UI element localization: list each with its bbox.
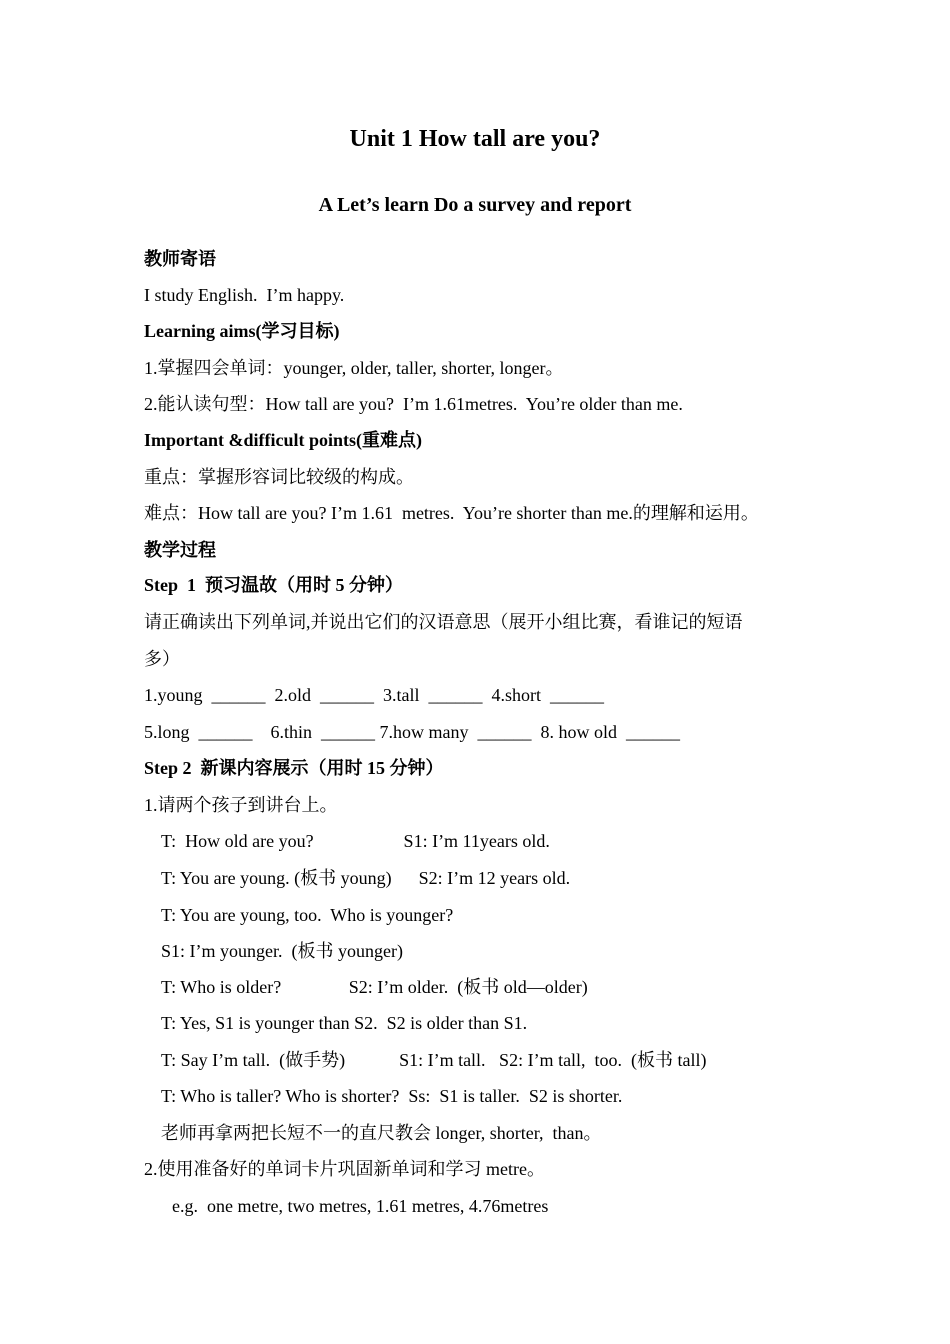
aim-item-2: 2.能认读句型：How tall are you? I’m 1.61metres. You’re older than me. (144, 394, 683, 414)
learning-aims-heading: Learning aims(学习目标) (144, 321, 340, 341)
dialogue-line: T: How old are you? S1: I’m 11years old. (161, 831, 550, 851)
teacher-message-text: I study English. I’m happy. (144, 285, 345, 305)
teacher-message-heading: 教师寄语 (144, 249, 216, 269)
aim-item-1: 1.掌握四会单词：younger, older, taller, shorter, longer。 (144, 358, 564, 378)
word-blanks-row-1: 1.young ______ 2.old ______ 3.tall ______ 4.short ______ (144, 685, 604, 705)
teaching-process-heading: 教学过程 (144, 540, 216, 560)
step-2-heading: Step 2 新课内容展示（用时 15 分钟） (144, 758, 444, 778)
dialogue-line: T: Who is taller? Who is shorter? Ss: S1 is taller. S2 is shorter. (161, 1086, 623, 1106)
dialogue-line: S1: I’m younger. (板书 younger) (161, 941, 403, 961)
step-2-item-1: 1.请两个孩子到讲台上。 (144, 795, 338, 815)
unit-title: Unit 1 How tall are you? (349, 126, 601, 152)
step-2-item-2: 2.使用准备好的单词卡片巩固新单词和学习 metre。 (144, 1159, 545, 1179)
key-point-difficulty: 难点：How tall are you? I’m 1.61 metres. You’re shorter than me.的理解和运用。 (144, 503, 759, 523)
ruler-demo-note: 老师再拿两把长短不一的直尺教会 longer, shorter, than。 (161, 1123, 602, 1143)
dialogue-line: T: Yes, S1 is younger than S2. S2 is older than S1. (161, 1013, 528, 1033)
key-point-focus: 重点：掌握形容词比较级的构成。 (144, 467, 414, 487)
lesson-subtitle: A Let’s learn Do a survey and report (318, 194, 632, 216)
step-1-instruction: 请正确读出下列单词,并说出它们的汉语意思（展开小组比赛，看谁记的短语 (144, 612, 743, 632)
dialogue-line: T: You are young, too. Who is younger? (161, 905, 454, 925)
dialogue-line: T: You are young. (板书 young) S2: I’m 12 years old. (161, 868, 571, 888)
dialogue-line: T: Say I’m tall. (做手势) S1: I’m tall. S2: I’m tall, too. (板书 tall) (161, 1050, 707, 1070)
word-blanks-row-2: 5.long ______ 6.thin ______ 7.how many ______ 8. how old ______ (144, 722, 680, 742)
key-points-heading: Important &difficult points(重难点) (144, 430, 422, 450)
example-line: e.g. one metre, two metres, 1.61 metres, 4.76metres (172, 1196, 549, 1216)
dialogue-line: T: Who is older? S2: I’m older. (板书 old—older) (161, 977, 588, 997)
step-1-instruction-cont: 多） (144, 649, 180, 669)
step-1-heading: Step 1 预习温故（用时 5 分钟） (144, 575, 404, 595)
